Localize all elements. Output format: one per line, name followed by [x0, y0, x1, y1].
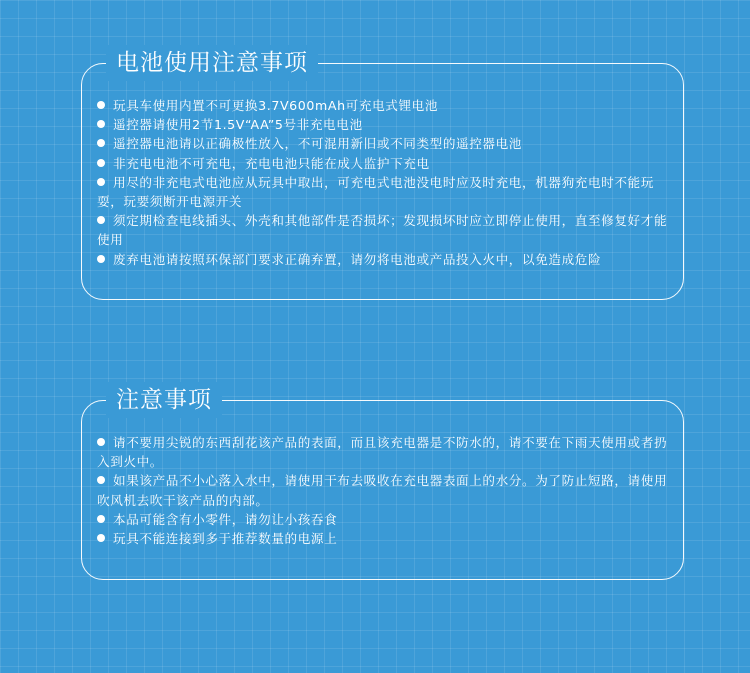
bullet-dot-icon	[97, 216, 105, 224]
list-item-text: 玩具不能连接到多于推荐数量的电源上	[113, 531, 338, 547]
list-item	[97, 154, 669, 173]
list-item-text: 玩具车使用内置不可更换3.7V600mAh可充电式锂电池	[113, 98, 439, 113]
bullet-dot-icon	[97, 476, 105, 484]
list-item-text: 遥控器电池请以正确极性放入，不可混用新旧或不同类型的遥控器电池	[113, 136, 523, 152]
list-item	[97, 250, 669, 269]
bullet-dot-icon	[97, 534, 105, 542]
panel-title: 注意事项	[106, 382, 222, 418]
bullet-dot-icon	[97, 178, 105, 186]
general-precautions-panel	[81, 387, 684, 580]
list-item	[97, 529, 669, 548]
precaution-list	[97, 433, 669, 548]
list-item	[97, 96, 669, 115]
bullet-dot-icon	[97, 438, 105, 446]
list-item-text: 非充电电池不可充电，充电电池只能在成人监护下充电	[113, 155, 430, 171]
list-item	[97, 510, 669, 529]
list-item	[97, 211, 669, 249]
battery-precautions-panel	[81, 50, 684, 300]
precaution-list	[97, 96, 669, 269]
bullet-dot-icon	[97, 255, 105, 263]
bullet-dot-icon	[97, 120, 105, 128]
list-item-text: 废弃电池请按照环保部门要求正确弃置，请勿将电池或产品投入火中，以免造成危险	[113, 251, 602, 267]
list-item	[97, 471, 669, 509]
bullet-dot-icon	[97, 515, 105, 523]
panel-title: 电池使用注意事项	[106, 45, 318, 81]
list-item-text: 用尽的非充电式电池应从玩具中取出，可充电式电池没电时应及时充电，机器狗充电时不能玩耍，玩要须断开电源开关	[97, 174, 654, 210]
bullet-dot-icon	[97, 101, 105, 109]
list-item-text: 本品可能含有小零件，请勿让小孩吞食	[113, 511, 338, 527]
bullet-dot-icon	[97, 159, 105, 167]
list-item	[97, 115, 669, 134]
list-item-text: 须定期检查电线插头、外壳和其他部件是否损坏；发现损坏时应立即停止使用，直至修复好才能使用	[97, 213, 668, 248]
list-item-text: 请不要用尖锐的东西刮花该产品的表面，而且该充电器是不防水的，请不要在下雨天使用或者扔入到火中。	[97, 435, 668, 470]
list-item	[97, 173, 669, 211]
list-item	[97, 433, 669, 471]
list-item-text: 如果该产品不小心落入水中，请使用干布去吸收在充电器表面上的水分。为了防止短路，请使用吹风机去吹干该产品的内部。	[97, 473, 668, 508]
bullet-dot-icon	[97, 139, 105, 147]
list-item-text: 遥控器请使用2节1.5V“AA”5号非充电电池	[113, 117, 363, 133]
list-item	[97, 134, 669, 153]
